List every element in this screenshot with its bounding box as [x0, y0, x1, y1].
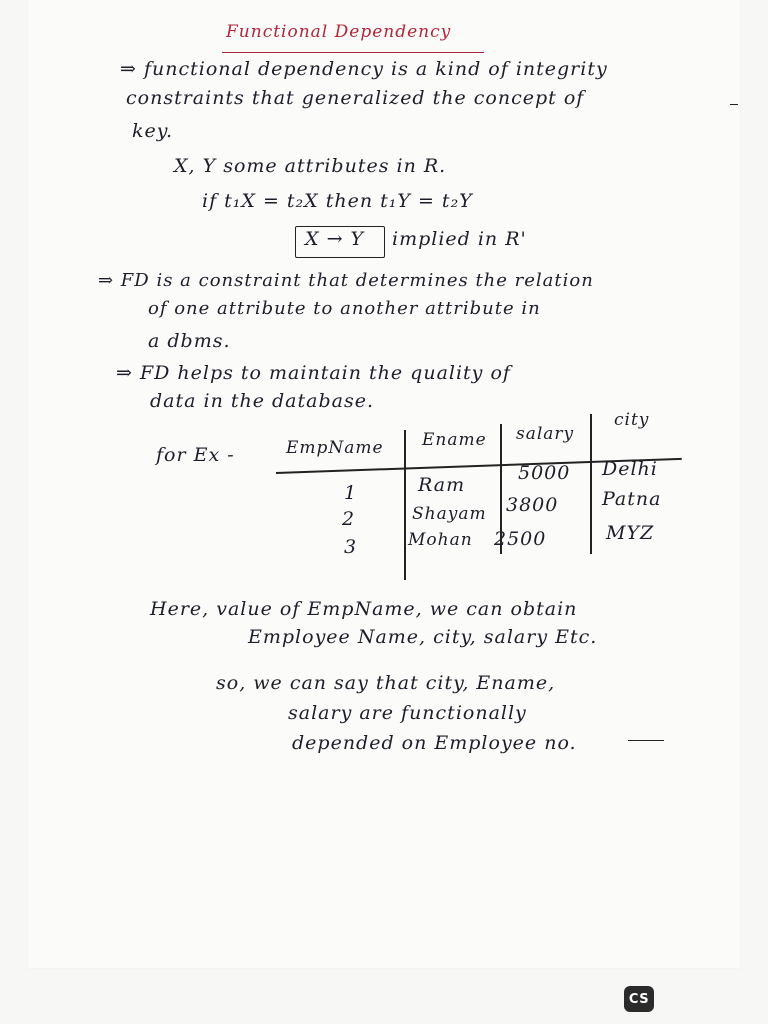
fd-notation: X → Y [305, 228, 365, 250]
table-cell: 2500 [494, 528, 547, 550]
page-title: Functional Dependency [226, 22, 452, 42]
table-cell: 2 [342, 508, 356, 530]
table-cell: 1 [344, 482, 358, 504]
para1-line1: ⇒ functional dependency is a kind of integrity [120, 58, 608, 80]
table-col-divider-3 [590, 414, 592, 554]
para3-line1: ⇒ FD helps to maintain the quality of [116, 362, 511, 384]
para1-line2: constraints that generalized the concept of [126, 87, 585, 109]
para1-line3: key. [132, 120, 174, 142]
para2-line1: ⇒ FD is a constraint that determines the relation [98, 270, 594, 291]
table-cell: 3 [344, 536, 358, 558]
title-underline [222, 52, 484, 53]
table-cell: 5000 [518, 462, 571, 484]
table-cell: Mohan [408, 530, 473, 550]
note-line2: Employee Name, city, salary Etc. [248, 626, 598, 648]
table-header-salary: salary [516, 424, 575, 444]
notebook-page [28, 0, 740, 968]
table-header-ename: Ename [422, 430, 487, 450]
table-cell: MYZ [606, 522, 655, 544]
table-header-empname: EmpName [286, 438, 384, 458]
para2-line3: a dbms. [148, 330, 231, 352]
ending-dash [628, 740, 664, 741]
table-cell: Ram [418, 474, 466, 496]
for-example-label: for Ex - [156, 444, 235, 466]
definition-line1: X, Y some attributes in R. [174, 155, 447, 177]
table-cell: Delhi [602, 458, 658, 480]
note-line3: so, we can say that city, Ename, [216, 672, 556, 694]
table-cell: Shayam [412, 504, 487, 524]
definition-line2: if t₁X = t₂X then t₁Y = t₂Y [202, 190, 473, 212]
para3-line2: data in the database. [150, 390, 374, 412]
camscanner-badge: CS [624, 986, 654, 1012]
table-col-divider-1 [404, 430, 406, 580]
note-line5: depended on Employee no. [292, 732, 577, 754]
fd-implied-text: implied in R' [392, 228, 527, 250]
table-cell: 3800 [506, 494, 559, 516]
table-header-city: city [614, 410, 650, 430]
para2-line2: of one attribute to another attribute in [148, 298, 541, 319]
table-cell: Patna [602, 488, 662, 510]
note-line1: Here, value of EmpName, we can obtain [150, 598, 578, 620]
note-line4: salary are functionally [288, 702, 527, 724]
dash-mark [730, 104, 738, 105]
